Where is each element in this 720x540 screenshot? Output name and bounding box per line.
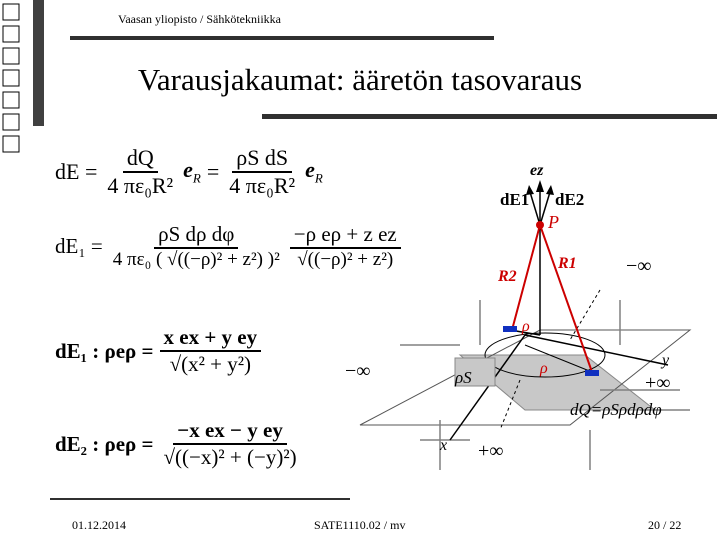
dE1-vector <box>530 192 540 225</box>
header-institution: Vaasan yliopisto / Sähkötekniikka <box>118 12 281 26</box>
eq3-denominator: √(x² + y²) <box>169 352 252 376</box>
eq2-numerator-2: −ρ eρ + z ez <box>290 222 401 249</box>
rhoS-label: ρS <box>455 368 472 387</box>
eq3-fraction <box>160 325 262 377</box>
x-axis-label: x <box>440 437 448 454</box>
eq1-eR-1: $e_R$ <box>183 157 201 186</box>
R1-line <box>540 225 592 372</box>
rho-bottom-label: ρ <box>540 360 548 377</box>
dE1-label: dE1 <box>500 190 530 209</box>
dE2-arrowhead <box>546 185 554 195</box>
rho-top-label: ρ <box>522 318 530 335</box>
eq2-denominator-2: √((−ρ)² + z²) <box>297 249 394 270</box>
eq1-fraction-1 <box>103 145 177 199</box>
eq1-f2-denominator: 4 πε₀R² <box>229 173 296 198</box>
charge-element-2 <box>585 370 599 376</box>
eq1-equals: = <box>206 159 220 184</box>
footer-date: 01.12.2014 <box>72 518 126 532</box>
eq2-denominator: 4 πε₀ ( √((−ρ)² + z²) )² <box>112 249 280 270</box>
eq2-numerator: ρS dρ dφ <box>154 222 238 249</box>
eq2-fraction-2 <box>290 222 401 271</box>
eq1-fraction-2 <box>225 145 299 199</box>
eq4-lhs: dE₂ : ρeρ = <box>55 431 154 456</box>
equation-3 <box>55 325 261 377</box>
eq2-fraction-1 <box>109 222 284 271</box>
eq1-f1-numerator: dQ <box>123 145 158 173</box>
eq4-numerator: −x ex − y ey <box>173 418 287 445</box>
charge-element-1 <box>503 326 517 332</box>
dQ-label: dQ=ρSρdρdφ <box>570 400 662 419</box>
eq3-numerator: x ex + y ey <box>160 325 262 352</box>
dE2-label: dE2 <box>555 190 585 209</box>
point-P <box>536 221 544 229</box>
eq1-f1-denominator: 4 πε₀R² <box>107 173 174 198</box>
minus-inf-right-label: −∞ <box>626 255 652 277</box>
R1-label: R1 <box>558 255 577 272</box>
eq1-eR-2: $e_R$ <box>305 157 323 186</box>
y-axis-label: y <box>662 352 670 369</box>
eq4-fraction <box>160 418 301 470</box>
eq1-lhs: dE = <box>55 159 98 184</box>
eq4-denominator: √((−x)² + (−y)²) <box>163 445 297 469</box>
z-axis-arrowhead <box>536 180 544 192</box>
eq2-lhs: dE₁ = <box>55 234 103 258</box>
footer-page-number: 20 / 22 <box>648 518 682 532</box>
eq3-lhs: dE₁ : ρeρ = <box>55 338 154 363</box>
equation-2 <box>55 222 401 271</box>
plus-inf-bottom-label: +∞ <box>478 440 504 462</box>
plus-inf-right-label: +∞ <box>645 372 671 394</box>
dashed-guide-1 <box>570 290 600 340</box>
eq1-f2-numerator: ρS dS <box>232 145 292 173</box>
minus-inf-left-label: −∞ <box>345 360 371 382</box>
slide-title: Varausjakaumat: ääretön tasovaraus <box>137 62 583 97</box>
equation-4 <box>55 418 301 470</box>
ez-label: ez <box>530 162 544 179</box>
equation-1 <box>55 145 323 199</box>
R2-label: R2 <box>498 268 517 285</box>
footer-course: SATE1110.02 / mv <box>314 518 406 532</box>
P-label: P <box>548 212 559 232</box>
